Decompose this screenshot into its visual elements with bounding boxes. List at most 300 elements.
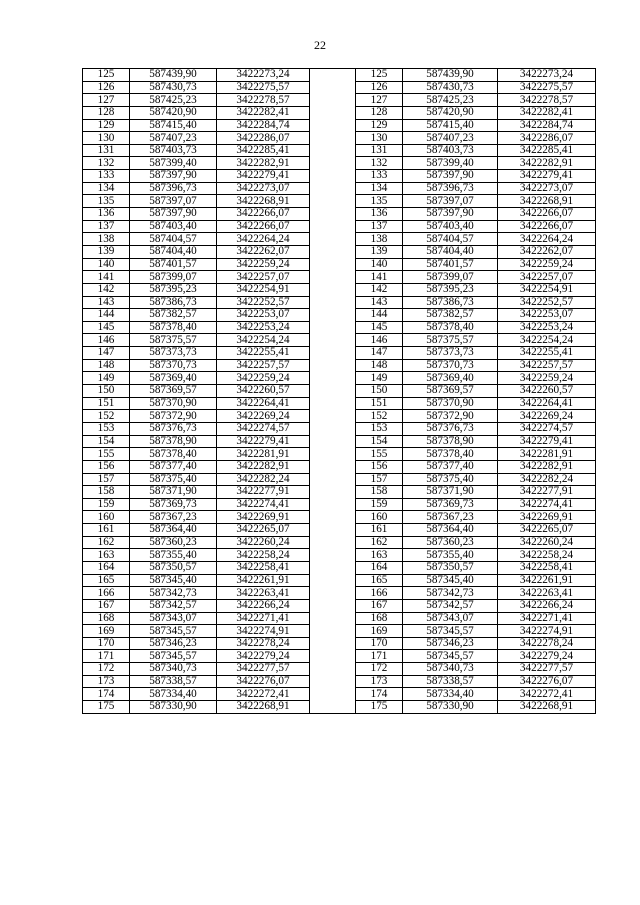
- x-coordinate-right: 587369,40: [403, 372, 498, 385]
- table-row: [83, 170, 596, 183]
- y-coordinate-right: 3422254,91: [498, 283, 596, 296]
- table-row: [83, 69, 596, 82]
- column-gap: [310, 144, 356, 157]
- y-coordinate-right: 3422282,91: [498, 460, 596, 473]
- y-coordinate-right: 3422252,57: [498, 296, 596, 309]
- y-coordinate-left: 3422282,91: [217, 157, 310, 170]
- point-number-right: 126: [356, 81, 403, 94]
- column-gap: [310, 157, 356, 170]
- x-coordinate-left: 587360,23: [130, 536, 217, 549]
- y-coordinate-left: 3422277,57: [217, 663, 310, 676]
- y-coordinate-right: 3422273,24: [498, 69, 596, 82]
- point-number-left: 138: [83, 233, 130, 246]
- point-number-left: 166: [83, 587, 130, 600]
- point-number-right: 137: [356, 220, 403, 233]
- x-coordinate-left: 587342,57: [130, 599, 217, 612]
- table-row: [83, 233, 596, 246]
- table-row: [83, 208, 596, 221]
- y-coordinate-right: 3422261,91: [498, 574, 596, 587]
- x-coordinate-right: 587360,23: [403, 536, 498, 549]
- x-coordinate-left: 587342,73: [130, 587, 217, 600]
- column-gap: [310, 524, 356, 537]
- y-coordinate-right: 3422279,24: [498, 650, 596, 663]
- point-number-right: 143: [356, 296, 403, 309]
- y-coordinate-right: 3422278,24: [498, 637, 596, 650]
- point-number-left: 159: [83, 498, 130, 511]
- y-coordinate-left: 3422257,07: [217, 271, 310, 284]
- column-gap: [310, 233, 356, 246]
- point-number-right: 171: [356, 650, 403, 663]
- point-number-left: 129: [83, 119, 130, 132]
- x-coordinate-right: 587430,73: [403, 81, 498, 94]
- point-number-right: 130: [356, 132, 403, 145]
- table-row: [83, 334, 596, 347]
- x-coordinate-right: 587425,23: [403, 94, 498, 107]
- y-coordinate-left: 3422278,24: [217, 637, 310, 650]
- x-coordinate-right: 587401,57: [403, 258, 498, 271]
- x-coordinate-left: 587330,90: [130, 701, 217, 714]
- point-number-right: 157: [356, 473, 403, 486]
- point-number-left: 143: [83, 296, 130, 309]
- point-number-right: 162: [356, 536, 403, 549]
- y-coordinate-right: 3422284,74: [498, 119, 596, 132]
- column-gap: [310, 81, 356, 94]
- point-number-left: 126: [83, 81, 130, 94]
- x-coordinate-left: 587355,40: [130, 549, 217, 562]
- y-coordinate-left: 3422263,41: [217, 587, 310, 600]
- column-gap: [310, 258, 356, 271]
- point-number-right: 147: [356, 347, 403, 360]
- y-coordinate-left: 3422268,91: [217, 701, 310, 714]
- page-number: 22: [314, 38, 326, 52]
- point-number-left: 137: [83, 220, 130, 233]
- column-gap: [310, 536, 356, 549]
- y-coordinate-left: 3422265,07: [217, 524, 310, 537]
- point-number-right: 133: [356, 170, 403, 183]
- column-gap: [310, 208, 356, 221]
- table-row: [83, 688, 596, 701]
- x-coordinate-right: 587396,73: [403, 182, 498, 195]
- y-coordinate-right: 3422266,07: [498, 208, 596, 221]
- y-coordinate-left: 3422274,57: [217, 422, 310, 435]
- y-coordinate-left: 3422253,07: [217, 309, 310, 322]
- x-coordinate-right: 587330,90: [403, 701, 498, 714]
- point-number-left: 155: [83, 448, 130, 461]
- x-coordinate-left: 587372,90: [130, 410, 217, 423]
- point-number-right: 175: [356, 701, 403, 714]
- x-coordinate-right: 587345,57: [403, 625, 498, 638]
- point-number-right: 135: [356, 195, 403, 208]
- x-coordinate-left: 587369,40: [130, 372, 217, 385]
- x-coordinate-left: 587399,40: [130, 157, 217, 170]
- y-coordinate-right: 3422263,41: [498, 587, 596, 600]
- x-coordinate-right: 587378,40: [403, 448, 498, 461]
- table-row: [83, 81, 596, 94]
- point-number-left: 146: [83, 334, 130, 347]
- x-coordinate-left: 587338,57: [130, 675, 217, 688]
- column-gap: [310, 473, 356, 486]
- y-coordinate-left: 3422252,57: [217, 296, 310, 309]
- y-coordinate-left: 3422276,07: [217, 675, 310, 688]
- point-number-right: 153: [356, 422, 403, 435]
- x-coordinate-right: 587367,23: [403, 511, 498, 524]
- point-number-left: 154: [83, 435, 130, 448]
- point-number-left: 128: [83, 106, 130, 119]
- y-coordinate-right: 3422279,41: [498, 170, 596, 183]
- point-number-left: 150: [83, 385, 130, 398]
- point-number-left: 139: [83, 245, 130, 258]
- point-number-left: 140: [83, 258, 130, 271]
- point-number-right: 129: [356, 119, 403, 132]
- column-gap: [310, 675, 356, 688]
- table-row: [83, 587, 596, 600]
- point-number-right: 169: [356, 625, 403, 638]
- y-coordinate-right: 3422257,07: [498, 271, 596, 284]
- x-coordinate-right: 587420,90: [403, 106, 498, 119]
- table-row: [83, 321, 596, 334]
- y-coordinate-left: 3422271,41: [217, 612, 310, 625]
- point-number-left: 156: [83, 460, 130, 473]
- column-gap: [310, 119, 356, 132]
- column-gap: [310, 245, 356, 258]
- point-number-left: 142: [83, 283, 130, 296]
- column-gap: [310, 170, 356, 183]
- point-number-right: 172: [356, 663, 403, 676]
- y-coordinate-left: 3422269,91: [217, 511, 310, 524]
- x-coordinate-left: 587404,57: [130, 233, 217, 246]
- x-coordinate-left: 587369,57: [130, 385, 217, 398]
- column-gap: [310, 182, 356, 195]
- column-gap: [310, 637, 356, 650]
- x-coordinate-right: 587377,40: [403, 460, 498, 473]
- y-coordinate-left: 3422258,24: [217, 549, 310, 562]
- point-number-right: 165: [356, 574, 403, 587]
- point-number-left: 160: [83, 511, 130, 524]
- x-coordinate-right: 587345,40: [403, 574, 498, 587]
- x-coordinate-right: 587340,73: [403, 663, 498, 676]
- column-gap: [310, 385, 356, 398]
- point-number-left: 173: [83, 675, 130, 688]
- column-gap: [310, 460, 356, 473]
- column-gap: [310, 397, 356, 410]
- point-number-left: 127: [83, 94, 130, 107]
- x-coordinate-right: 587369,57: [403, 385, 498, 398]
- y-coordinate-left: 3422264,41: [217, 397, 310, 410]
- table-row: [83, 372, 596, 385]
- x-coordinate-right: 587375,40: [403, 473, 498, 486]
- column-gap: [310, 372, 356, 385]
- y-coordinate-left: 3422261,91: [217, 574, 310, 587]
- table-row: [83, 612, 596, 625]
- table-row: [83, 410, 596, 423]
- point-number-right: 168: [356, 612, 403, 625]
- x-coordinate-left: 587378,40: [130, 448, 217, 461]
- column-gap: [310, 688, 356, 701]
- x-coordinate-left: 587350,57: [130, 561, 217, 574]
- column-gap: [310, 511, 356, 524]
- y-coordinate-right: 3422259,24: [498, 372, 596, 385]
- x-coordinate-right: 587404,40: [403, 245, 498, 258]
- point-number-right: 127: [356, 94, 403, 107]
- table-row: [83, 132, 596, 145]
- table-row: [83, 359, 596, 372]
- y-coordinate-left: 3422254,24: [217, 334, 310, 347]
- column-gap: [310, 486, 356, 499]
- x-coordinate-right: 587395,23: [403, 283, 498, 296]
- table-row: [83, 422, 596, 435]
- y-coordinate-right: 3422285,41: [498, 144, 596, 157]
- table-row: [83, 271, 596, 284]
- y-coordinate-right: 3422268,91: [498, 701, 596, 714]
- y-coordinate-right: 3422262,07: [498, 245, 596, 258]
- y-coordinate-right: 3422253,24: [498, 321, 596, 334]
- table-row: [83, 182, 596, 195]
- x-coordinate-left: 587375,40: [130, 473, 217, 486]
- x-coordinate-left: 587345,40: [130, 574, 217, 587]
- y-coordinate-left: 3422277,91: [217, 486, 310, 499]
- y-coordinate-left: 3422254,91: [217, 283, 310, 296]
- y-coordinate-left: 3422260,24: [217, 536, 310, 549]
- x-coordinate-left: 587425,23: [130, 94, 217, 107]
- point-number-left: 149: [83, 372, 130, 385]
- x-coordinate-right: 587370,73: [403, 359, 498, 372]
- table-row: [83, 106, 596, 119]
- table-row: [83, 663, 596, 676]
- table-row: [83, 473, 596, 486]
- y-coordinate-left: 3422255,41: [217, 347, 310, 360]
- table-row: [83, 675, 596, 688]
- point-number-left: 162: [83, 536, 130, 549]
- column-gap: [310, 334, 356, 347]
- point-number-left: 158: [83, 486, 130, 499]
- y-coordinate-right: 3422269,91: [498, 511, 596, 524]
- y-coordinate-left: 3422269,24: [217, 410, 310, 423]
- point-number-right: 150: [356, 385, 403, 398]
- y-coordinate-right: 3422260,57: [498, 385, 596, 398]
- y-coordinate-left: 3422258,41: [217, 561, 310, 574]
- y-coordinate-right: 3422255,41: [498, 347, 596, 360]
- point-number-right: 131: [356, 144, 403, 157]
- y-coordinate-right: 3422277,57: [498, 663, 596, 676]
- point-number-right: 132: [356, 157, 403, 170]
- x-coordinate-left: 587430,73: [130, 81, 217, 94]
- x-coordinate-left: 587340,73: [130, 663, 217, 676]
- y-coordinate-right: 3422266,24: [498, 599, 596, 612]
- y-coordinate-left: 3422284,74: [217, 119, 310, 132]
- column-gap: [310, 296, 356, 309]
- column-gap: [310, 106, 356, 119]
- x-coordinate-left: 587367,23: [130, 511, 217, 524]
- point-number-left: 134: [83, 182, 130, 195]
- y-coordinate-right: 3422282,41: [498, 106, 596, 119]
- column-gap: [310, 650, 356, 663]
- table-row: [83, 283, 596, 296]
- point-number-left: 130: [83, 132, 130, 145]
- x-coordinate-right: 587343,07: [403, 612, 498, 625]
- y-coordinate-left: 3422259,24: [217, 258, 310, 271]
- x-coordinate-left: 587420,90: [130, 106, 217, 119]
- x-coordinate-left: 587439,90: [130, 69, 217, 82]
- point-number-left: 161: [83, 524, 130, 537]
- table-row: [83, 574, 596, 587]
- x-coordinate-right: 587397,90: [403, 170, 498, 183]
- y-coordinate-right: 3422286,07: [498, 132, 596, 145]
- point-number-left: 144: [83, 309, 130, 322]
- x-coordinate-right: 587373,73: [403, 347, 498, 360]
- x-coordinate-right: 587386,73: [403, 296, 498, 309]
- x-coordinate-left: 587375,57: [130, 334, 217, 347]
- x-coordinate-left: 587378,90: [130, 435, 217, 448]
- point-number-left: 170: [83, 637, 130, 650]
- table-row: [83, 119, 596, 132]
- column-gap: [310, 283, 356, 296]
- point-number-right: 125: [356, 69, 403, 82]
- point-number-right: 156: [356, 460, 403, 473]
- y-coordinate-right: 3422275,57: [498, 81, 596, 94]
- point-number-right: 152: [356, 410, 403, 423]
- point-number-left: 145: [83, 321, 130, 334]
- y-coordinate-left: 3422273,24: [217, 69, 310, 82]
- x-coordinate-left: 587334,40: [130, 688, 217, 701]
- table-row: [83, 625, 596, 638]
- x-coordinate-right: 587338,57: [403, 675, 498, 688]
- x-coordinate-left: 587397,07: [130, 195, 217, 208]
- x-coordinate-left: 587364,40: [130, 524, 217, 537]
- table-row: [83, 460, 596, 473]
- table-row: [83, 245, 596, 258]
- column-gap: [310, 561, 356, 574]
- column-gap: [310, 549, 356, 562]
- point-number-right: 144: [356, 309, 403, 322]
- x-coordinate-left: 587401,57: [130, 258, 217, 271]
- y-coordinate-left: 3422266,07: [217, 208, 310, 221]
- x-coordinate-left: 587371,90: [130, 486, 217, 499]
- point-number-left: 171: [83, 650, 130, 663]
- point-number-left: 151: [83, 397, 130, 410]
- x-coordinate-left: 587343,07: [130, 612, 217, 625]
- table-row: [83, 498, 596, 511]
- x-coordinate-right: 587346,23: [403, 637, 498, 650]
- x-coordinate-right: 587355,40: [403, 549, 498, 562]
- x-coordinate-right: 587345,57: [403, 650, 498, 663]
- y-coordinate-right: 3422271,41: [498, 612, 596, 625]
- x-coordinate-right: 587382,57: [403, 309, 498, 322]
- x-coordinate-right: 587415,40: [403, 119, 498, 132]
- point-number-right: 145: [356, 321, 403, 334]
- y-coordinate-right: 3422257,57: [498, 359, 596, 372]
- point-number-left: 132: [83, 157, 130, 170]
- x-coordinate-left: 587346,23: [130, 637, 217, 650]
- y-coordinate-right: 3422277,91: [498, 486, 596, 499]
- y-coordinate-right: 3422260,24: [498, 536, 596, 549]
- y-coordinate-left: 3422268,91: [217, 195, 310, 208]
- column-gap: [310, 132, 356, 145]
- coordinates-table-body: [83, 69, 596, 714]
- y-coordinate-right: 3422281,91: [498, 448, 596, 461]
- y-coordinate-left: 3422272,41: [217, 688, 310, 701]
- x-coordinate-right: 587334,40: [403, 688, 498, 701]
- coordinates-table: [82, 68, 596, 714]
- column-gap: [310, 574, 356, 587]
- point-number-right: 170: [356, 637, 403, 650]
- y-coordinate-left: 3422282,24: [217, 473, 310, 486]
- point-number-left: 172: [83, 663, 130, 676]
- y-coordinate-right: 3422274,57: [498, 422, 596, 435]
- table-row: [83, 258, 596, 271]
- column-gap: [310, 321, 356, 334]
- point-number-left: 167: [83, 599, 130, 612]
- y-coordinate-left: 3422278,57: [217, 94, 310, 107]
- table-row: [83, 195, 596, 208]
- column-gap: [310, 625, 356, 638]
- y-coordinate-right: 3422268,91: [498, 195, 596, 208]
- point-number-left: 141: [83, 271, 130, 284]
- y-coordinate-right: 3422279,41: [498, 435, 596, 448]
- column-gap: [310, 69, 356, 82]
- x-coordinate-right: 587397,07: [403, 195, 498, 208]
- point-number-right: 140: [356, 258, 403, 271]
- y-coordinate-right: 3422269,24: [498, 410, 596, 423]
- y-coordinate-right: 3422273,07: [498, 182, 596, 195]
- table-row: [83, 701, 596, 714]
- table-row: [83, 448, 596, 461]
- point-number-right: 138: [356, 233, 403, 246]
- column-gap: [310, 701, 356, 714]
- table-row: [83, 599, 596, 612]
- column-gap: [310, 347, 356, 360]
- table-row: [83, 435, 596, 448]
- x-coordinate-left: 587345,57: [130, 650, 217, 663]
- column-gap: [310, 94, 356, 107]
- table-row: [83, 561, 596, 574]
- y-coordinate-left: 3422279,41: [217, 435, 310, 448]
- point-number-right: 146: [356, 334, 403, 347]
- column-gap: [310, 271, 356, 284]
- point-number-left: 168: [83, 612, 130, 625]
- point-number-left: 148: [83, 359, 130, 372]
- point-number-left: 153: [83, 422, 130, 435]
- point-number-right: 160: [356, 511, 403, 524]
- table-row: [83, 347, 596, 360]
- y-coordinate-right: 3422274,91: [498, 625, 596, 638]
- y-coordinate-left: 3422279,41: [217, 170, 310, 183]
- y-coordinate-left: 3422273,07: [217, 182, 310, 195]
- point-number-right: 166: [356, 587, 403, 600]
- point-number-right: 173: [356, 675, 403, 688]
- x-coordinate-right: 587399,07: [403, 271, 498, 284]
- y-coordinate-right: 3422265,07: [498, 524, 596, 537]
- point-number-left: 174: [83, 688, 130, 701]
- x-coordinate-right: 587376,73: [403, 422, 498, 435]
- point-number-left: 152: [83, 410, 130, 423]
- x-coordinate-left: 587397,90: [130, 208, 217, 221]
- x-coordinate-right: 587403,40: [403, 220, 498, 233]
- y-coordinate-right: 3422259,24: [498, 258, 596, 271]
- y-coordinate-right: 3422266,07: [498, 220, 596, 233]
- point-number-right: 161: [356, 524, 403, 537]
- point-number-left: 131: [83, 144, 130, 157]
- y-coordinate-left: 3422281,91: [217, 448, 310, 461]
- x-coordinate-left: 587397,90: [130, 170, 217, 183]
- table-row: [83, 511, 596, 524]
- x-coordinate-right: 587350,57: [403, 561, 498, 574]
- y-coordinate-left: 3422275,57: [217, 81, 310, 94]
- point-number-right: 136: [356, 208, 403, 221]
- x-coordinate-right: 587378,40: [403, 321, 498, 334]
- x-coordinate-left: 587345,57: [130, 625, 217, 638]
- y-coordinate-right: 3422276,07: [498, 675, 596, 688]
- table-row: [83, 385, 596, 398]
